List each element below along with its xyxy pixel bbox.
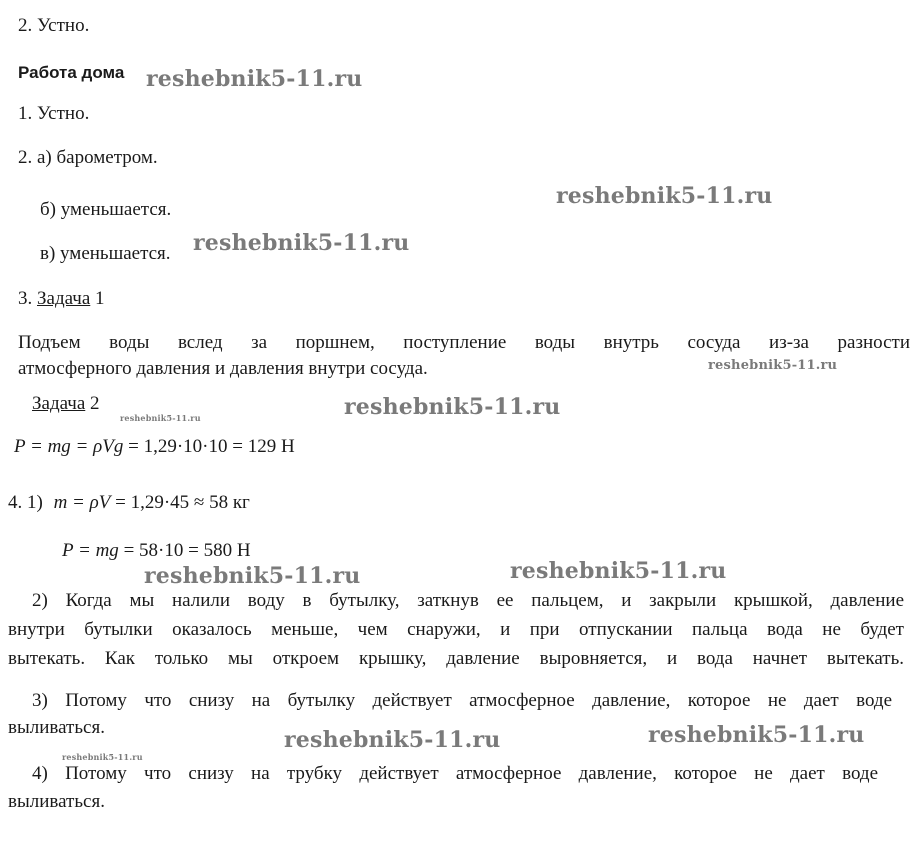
paragraph-line: Подъем воды вслед за поршнем, поступление воды внутрь сосуда из-за разности [18,332,910,353]
item-number: 4. 1) [8,492,43,513]
formula-symbols: P = mg = ρVg [14,436,124,457]
watermark: reshebnik5-11.ru [556,183,773,209]
task-label: Задача [32,393,86,414]
task-number: 2 [90,393,100,414]
task-label: Задача [37,288,91,309]
line-answer-2b: б) уменьшается. [40,199,172,220]
watermark: reshebnik5-11.ru [648,722,865,748]
watermark: reshebnik5-11.ru [708,358,838,373]
line-answer-2a: 2. а) барометром. [18,147,158,168]
watermark: reshebnik5-11.ru [510,558,727,584]
formula-values: = 1,29·10·10 = 129 Н [123,436,295,457]
answer-2-line: внутри бутылки оказалось меньше, чем снаружи, и при отпускании пальца вода не будет [8,619,904,640]
watermark: reshebnik5-11.ru [144,563,361,589]
watermark: reshebnik5-11.ru [344,394,561,420]
formula-mass [8,492,250,514]
answer-3-line: 3) Потому что снизу на бутылку действует атмосферное давление, которое не дает воде [32,690,892,711]
formula-symbols: P = mg [62,540,119,561]
formula-symbols: m = ρV [53,492,111,513]
watermark: reshebnik5-11.ru [120,413,201,423]
formula-values: = 1,29·45 ≈ 58 кг [110,492,250,513]
answer-2-line: вытекать. Как только мы откроем крышку, давление выровняется, и вода начнет вытекать. [8,648,904,669]
formula-weight-1 [14,436,295,458]
watermark: reshebnik5-11.ru [146,66,363,92]
task-number: 1 [95,288,105,309]
answer-3-line: выливаться. [8,717,105,738]
line-answer-2v: в) уменьшается. [40,243,171,264]
answer-4-line: 4) Потому что снизу на трубку действует атмосферное давление, которое не дает воде [32,763,878,784]
item-number: 3. [18,288,33,309]
formula-values: = 58·10 = 580 Н [118,540,251,561]
answer-2-line: 2) Когда мы налили воду в бутылку, заткнув ее пальцем, и закрыли крышкой, давление [32,590,904,611]
formula-weight-2 [62,540,251,562]
line-ustno-2: 2. Устно. [18,15,90,36]
watermark: reshebnik5-11.ru [62,752,143,762]
section-heading-home-work: Работа дома [18,63,125,82]
watermark: reshebnik5-11.ru [193,230,410,256]
line-task-2 [32,393,100,415]
line-task-3-1 [18,288,105,310]
answer-4-line: выливаться. [8,791,105,812]
paragraph-line: атмосферного давления и давления внутри сосуда. [18,358,428,379]
watermark: reshebnik5-11.ru [284,727,501,753]
line-ustno-1: 1. Устно. [18,103,90,124]
